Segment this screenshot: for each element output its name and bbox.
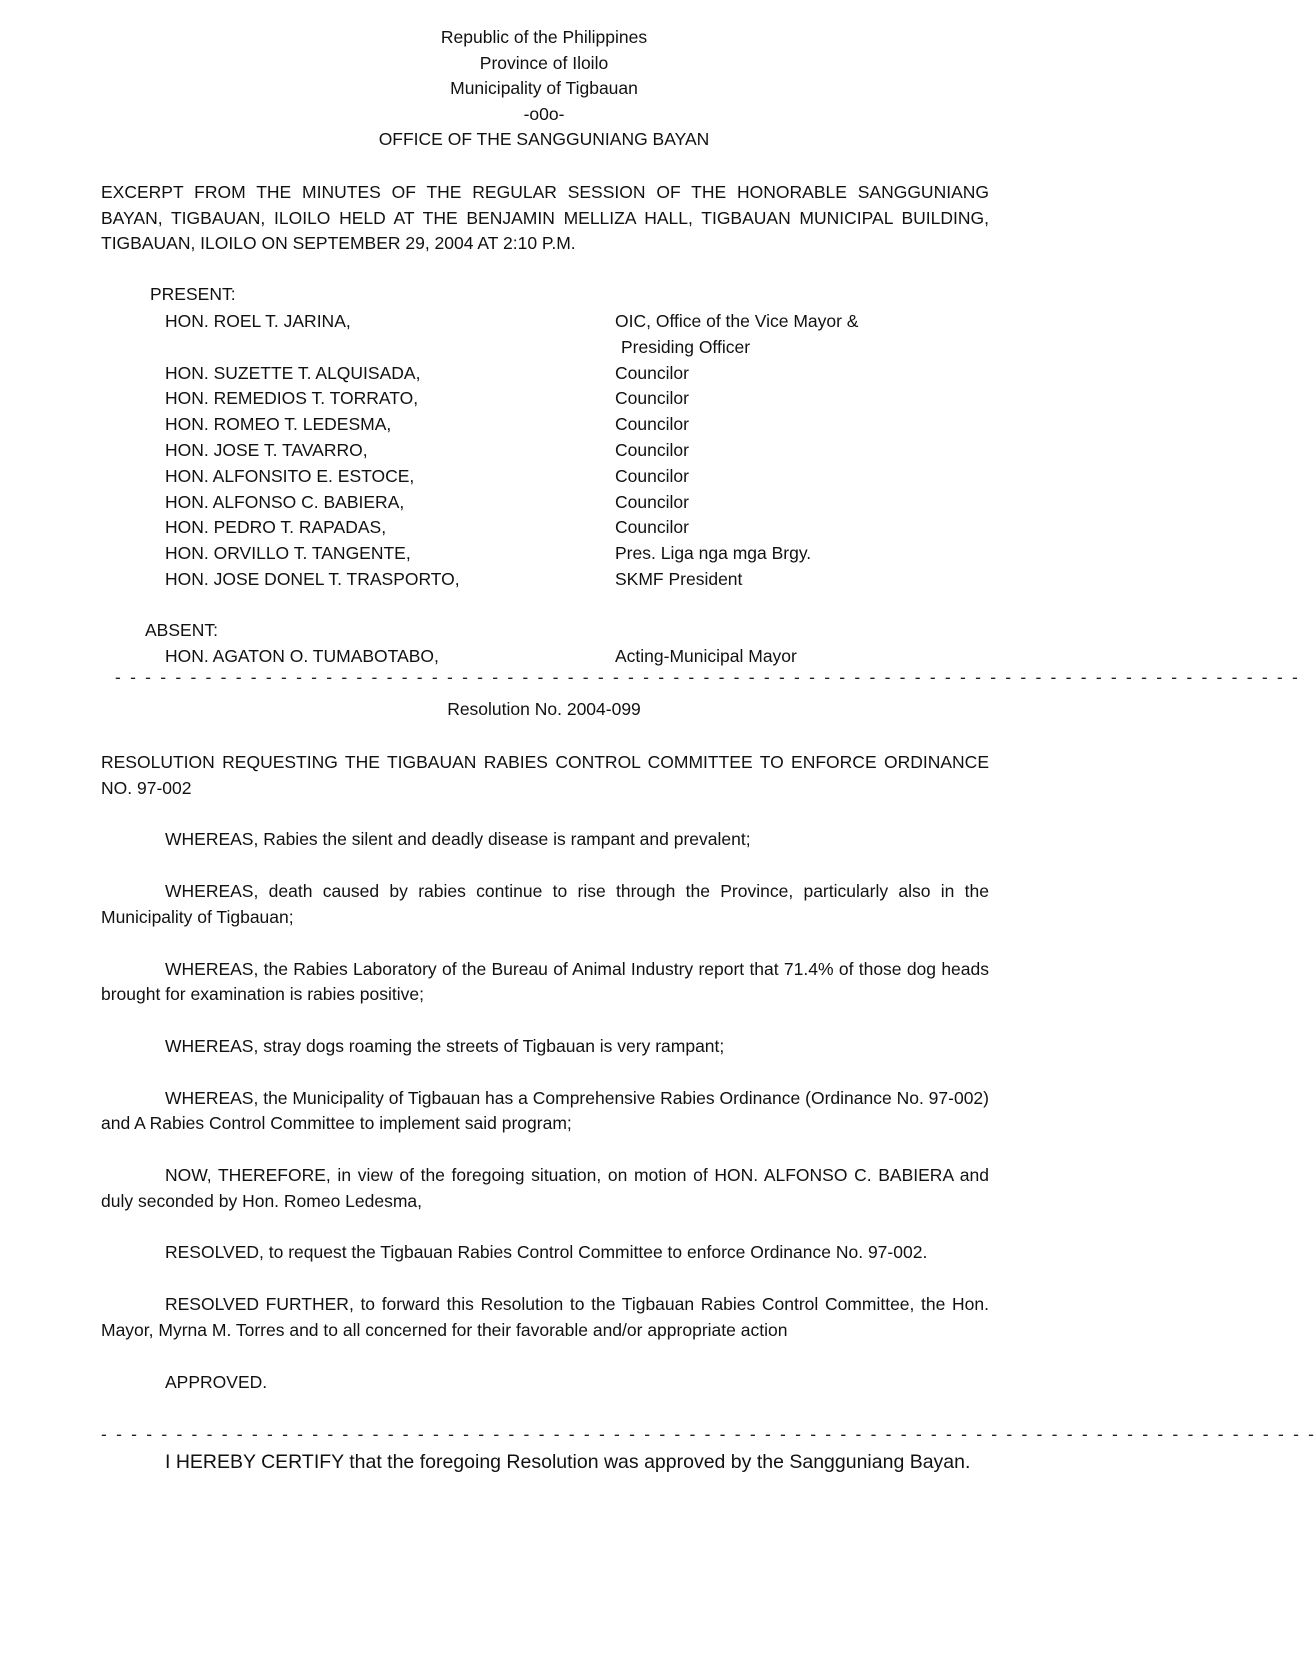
absent-row [165, 646, 945, 667]
whereas-clause: WHEREAS, stray dogs roaming the streets of Tigbauan is very rampant; [165, 1035, 725, 1056]
roster-row [165, 567, 945, 593]
member-role: SKMF President [615, 568, 743, 589]
member-name: HON. ALFONSO C. BABIERA, [165, 491, 405, 512]
whereas-clause: WHEREAS, death caused by rabies continue to rise through the Province, particularly also in the Municipality of Tigbauan; [101, 881, 989, 927]
member-role: Councilor [615, 439, 689, 460]
member-name: HON. JOSE DONEL T. TRASPORTO, [165, 568, 460, 589]
member-role: Presiding Officer [621, 336, 751, 357]
roster-row [165, 412, 945, 438]
resolution-title: RESOLUTION REQUESTING THE TIGBAUAN RABIES CONTROL COMMITTEE TO ENFORCE ORDINANCE NO. 97-002 [101, 752, 989, 798]
member-role: Councilor [615, 362, 689, 383]
member-name: HON. PEDRO T. RAPADAS, [165, 517, 387, 538]
resolved-further-clause: RESOLVED FURTHER, to forward this Resolution to the Tigbauan Rabies Control Committee, the Hon. Mayor, Myrna M. Torres and to all concerned for their favorable and/or appropriate action [101, 1294, 989, 1340]
absent-role: Acting-Municipal Mayor [615, 646, 797, 666]
member-role: OIC, Office of the Vice Mayor & [615, 311, 859, 331]
header-province: Province of Iloilo [479, 52, 609, 73]
resolution-body [101, 750, 989, 1421]
member-role: Councilor [615, 465, 689, 486]
document-header [0, 25, 1088, 153]
now-therefore-clause: NOW, THEREFORE, in view of the foregoing situation, on motion of HON. ALFONSO C. BABIERA and duly seconded by Hon. Romeo Ledesma, [101, 1165, 989, 1211]
approved-line: APPROVED. [165, 1371, 268, 1392]
member-name: HON. SUZETTE T. ALQUISADA, [165, 362, 421, 383]
member-role: Councilor [615, 388, 689, 409]
resolved-clause: RESOLVED, to request the Tigbauan Rabies Control Committee to enforce Ordinance No. 97-002. [165, 1242, 928, 1263]
roster-row [165, 438, 945, 464]
whereas-clause: WHEREAS, the Rabies Laboratory of the Bureau of Animal Industry report that 71.4% of those dog heads brought for examination is rabies positive; [101, 958, 989, 1005]
present-label: PRESENT: [150, 284, 236, 304]
certification-statement: I HEREBY CERTIFY that the foregoing Resolution was approved by the Sangguniang Bayan. [165, 1451, 971, 1473]
separator-bottom: - - - - - - - - - - - - - - - - - - - - - - - - - - - - - - - - - - - - - - - - - - - - - - - - - - - - - - - - - - - - - - - - - - - - - - - - - - - - - - - - - [101, 1424, 1316, 1444]
member-name [165, 335, 615, 361]
member-role: Pres. Liga nga mga Brgy. [615, 543, 812, 564]
whereas-clause: WHEREAS, Rabies the silent and deadly disease is rampant and prevalent; [165, 829, 751, 850]
absent-name: HON. AGATON O. TUMABOTABO, [165, 646, 439, 666]
roster-row [165, 361, 945, 387]
member-name: HON. REMEDIOS T. TORRATO, [165, 388, 419, 409]
separator-top: - - - - - - - - - - - - - - - - - - - - - - - - - - - - - - - - - - - - - - - - - - - - - - - - - - - - - - - - - - - - - - - - - - - - - - - - - - - - - - - [115, 667, 1301, 687]
minutes-intro: EXCERPT FROM THE MINUTES OF THE REGULAR SESSION OF THE HONORABLE SANGGUNIANG BAYAN, TIGBAUAN, ILOILO HELD AT THE BENJAMIN MELLIZA HALL, TIGBAUAN MUNICIPAL BUILDING, TIGBAUAN, ILOILO ON SEPTEMBER 29, 2004 AT 2:10 P.M. [101, 182, 989, 253]
member-role: Councilor [615, 491, 689, 512]
member-role: Councilor [615, 414, 689, 435]
present-roster [165, 309, 945, 593]
roster-row [165, 515, 945, 541]
header-municipality: Municipality of Tigbauan [450, 78, 638, 98]
roster-row [165, 490, 945, 516]
member-name: HON. ROMEO T. LEDESMA, [165, 414, 392, 435]
roster-row [165, 541, 945, 567]
whereas-clause: WHEREAS, the Municipality of Tigbauan has a Comprehensive Rabies Ordinance (Ordinance No. 97-002) and A Rabies Control Committee to implement said program; [101, 1087, 989, 1134]
roster-row [165, 309, 945, 335]
member-name: HON. ALFONSITO E. ESTOCE, [165, 465, 415, 486]
member-name: HON. ROEL T. JARINA, [165, 311, 351, 331]
member-name: HON. JOSE T. TAVARRO, [165, 439, 368, 460]
resolution-number: Resolution No. 2004-099 [447, 699, 641, 719]
member-name: HON. ORVILLO T. TANGENTE, [165, 543, 411, 564]
header-ornament: -o0o- [523, 103, 565, 124]
header-republic: Republic of the Philippines [440, 27, 648, 47]
absent-label: ABSENT: [145, 620, 218, 640]
roster-row [165, 386, 945, 412]
member-role: Councilor [615, 517, 689, 538]
header-office: OFFICE OF THE SANGGUNIANG BAYAN [378, 129, 710, 149]
roster-row [165, 335, 945, 361]
roster-row [165, 464, 945, 490]
